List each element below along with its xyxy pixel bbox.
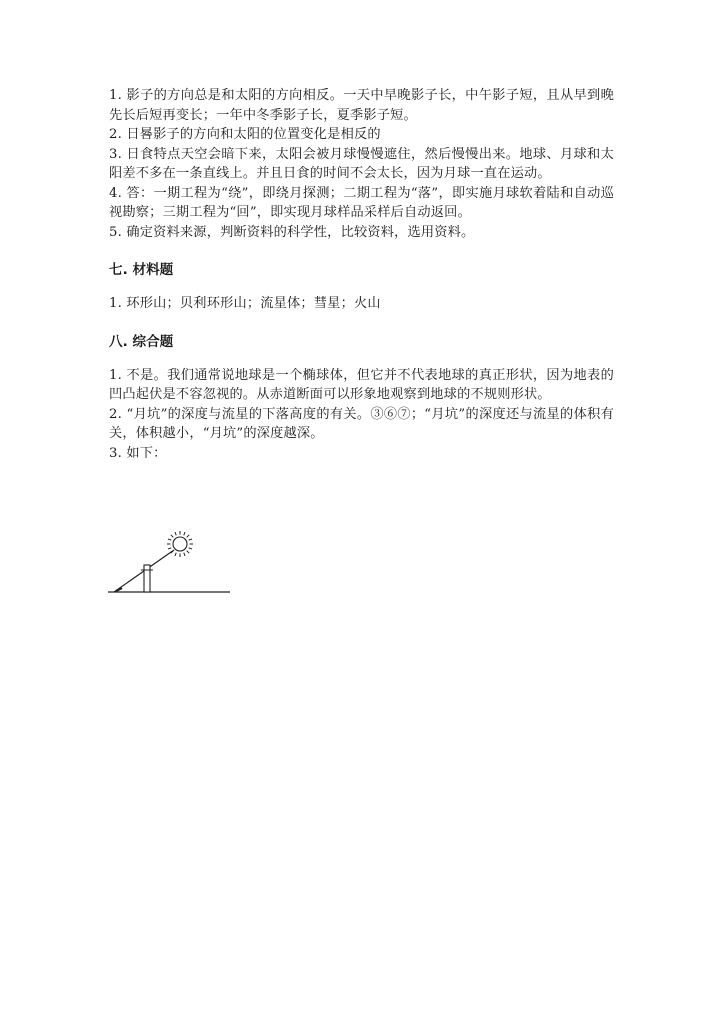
answer-item: 1. 环形山；贝利环形山；流星体；彗星；火山 bbox=[109, 296, 381, 311]
answer-item: 4. 答：一期工程为“绕”，即绕月探测；二期工程为“落”，即实施月球软着陆和自动巡视勘察；三期工程为“回”，即实现月球样品采样后自动返回。 bbox=[109, 185, 614, 220]
shadow-mark bbox=[116, 588, 122, 591]
shadow-diagram bbox=[108, 528, 232, 604]
sun-icon bbox=[167, 531, 193, 557]
answer-item: 3. 如下： bbox=[109, 445, 167, 461]
answer-item: 5. 确定资料来源，判断资料的科学性，比较资料，选用资料。 bbox=[109, 224, 475, 240]
answer-item: 3. 日食特点天空会暗下来，太阳会被月球慢慢遮住，然后慢慢出来。地球、月球和太阳差不多在一条直线上。并且日食的时间不会太长，因为月球一直在运动。 bbox=[109, 146, 614, 181]
pole bbox=[144, 565, 150, 592]
answer-content bbox=[109, 86, 614, 463]
section8-heading: 八. 综合题 bbox=[109, 333, 174, 350]
answer-item: 2. “月坑”的深度与流星的下落高度的有关。③⑥⑦；“月坑”的深度还与流星的体积有关，体积越小，“月坑”的深度越深。 bbox=[109, 406, 614, 441]
answer-item: 2. 日晷影子的方向和太阳的位置变化是相反的 bbox=[109, 127, 381, 142]
answer-item: 1. 影子的方向总是和太阳的方向相反。一天中早晚影子长，中午影子短，且从早到晚先长后短再变长；一年中冬季影子长，夏季影子短。 bbox=[109, 88, 614, 123]
section7-heading: 七. 材料题 bbox=[109, 262, 174, 278]
answer-item: 1. 不是。我们通常说地球是一个椭球体，但它并不代表地球的真正形状，因为地表的凹凸起伏是不容忽视的。从赤道断面可以形象地观察到地球的不规则形状。 bbox=[109, 367, 614, 402]
section6-answers bbox=[109, 86, 614, 242]
